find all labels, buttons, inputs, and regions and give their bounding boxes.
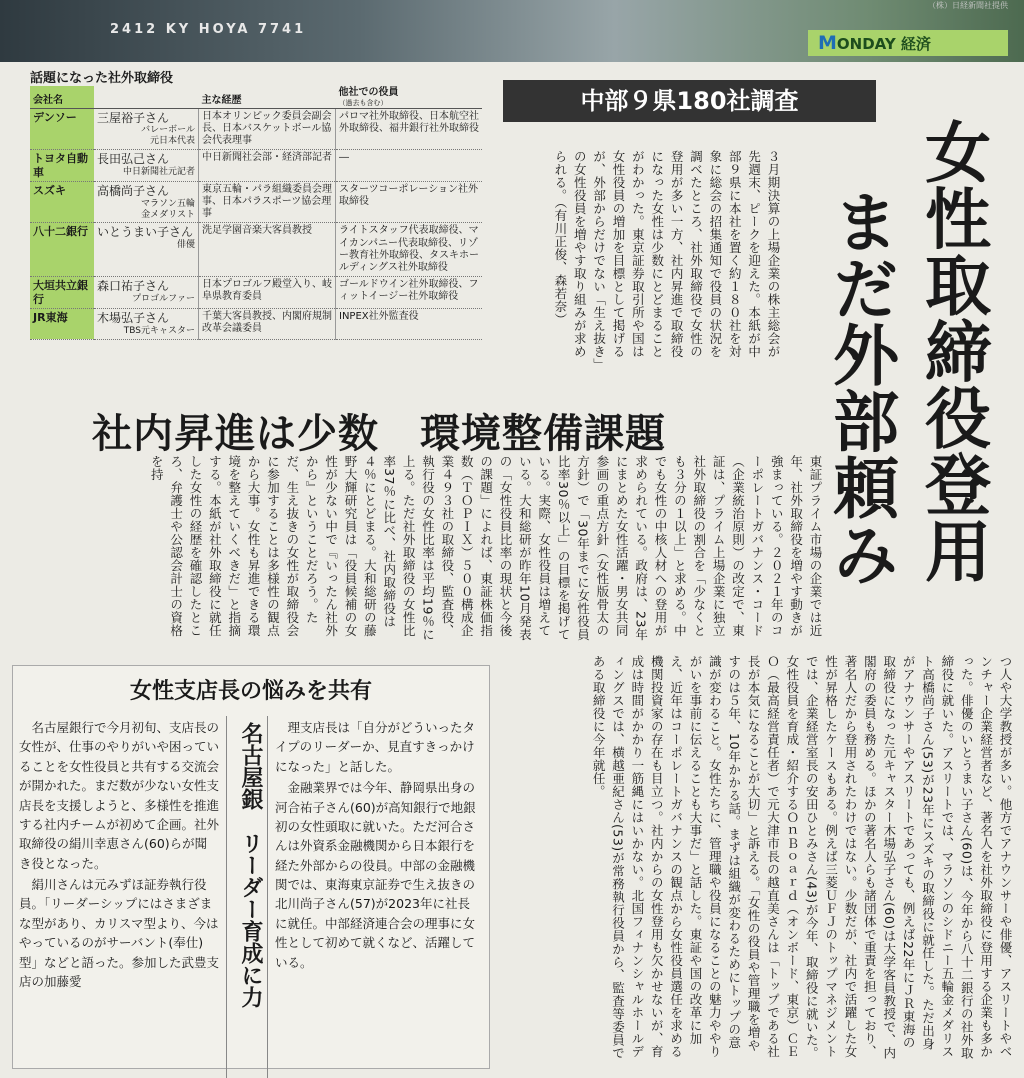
table-row (30, 108, 482, 150)
table-row (30, 309, 482, 340)
branch-paragraph: 名古屋銀行で今月初旬、支店長の女性が、仕事のやりがいや困っていることを女性役員と共有する交流会が開かれた。まだ数が少ない女性支店長を支援しようと、多様性を推進する社内チームが初めて企画。社外取締役の絹川幸恵さん(60)らが聞き役となった。 (19, 720, 220, 871)
branch-vertical-title: 名古屋銀 リーダー育成に力 (226, 716, 268, 1078)
career-cell: 千葉大客員教授、内閣府規制改革会議委員 (199, 309, 336, 340)
branch-body-right (275, 718, 481, 974)
career-cell: 日本オリンピック委員会副会長、日本バスケットボール協会代表理事 (199, 108, 336, 150)
header-company: 会社名 (30, 86, 94, 108)
branch-sidebar-article (12, 665, 490, 1069)
company-cell: 八十二銀行 (30, 223, 94, 277)
person-name: 長田弘己さん (97, 152, 170, 167)
company-cell: 大垣共立銀行 (30, 277, 94, 309)
table-row (30, 181, 482, 223)
person-cell (94, 223, 199, 277)
person-cell (94, 277, 199, 309)
company-cell: JR東海 (30, 309, 94, 340)
branch-paragraph: 絹川さんは元みずほ証券執行役員。「リーダーシップにはさまざまな型があり、カリスマ型より、今はやっているのがサーバント(奉仕)型」などと語った。参加した武豊支店の加藤愛 (19, 877, 220, 989)
person-cell (94, 181, 199, 223)
article-body-main: 東証プライム市場の企業では近年、社外取締役を増やす動きが強まっている。２０２１年のコーポレートガバナンス・コード（企業統治原則）の改定で、東証は、プライム上場企業に独立社外取締役の割合を「少なくとも３分の１以上」と求める。中でも女性の中核人材への登用が求められている。政府は、23年にまとめた女性活躍・男女共同参画の重点方針（女性版骨太の方針）で「30年までに女性役員比率30％以上」の目標を掲げている。実際、女性役員は増えている。大和総研が昨年10月発表の「女性役員比率の現状と今後の課題」によれば、東証株価指数（ＴＯＰＩＸ）５００構成企業４９３社の取締役、監査役、執行役の女性比率は平均19％に上る。ただ社外取締役の女性比率37％に比べ、社内取締役は４％にとどまる。大和総研の藤野大輝研究員は「役員候補の女性が少ない中で『いったん社外から』ということだろう。ただ、生え抜きの女性が取締役会に参加することは多様性の観点から大事。女性も昇進できる環境を整えていくべきだ」と指摘する。本紙が社外取締役に就任した女性の経歴を確認したところ、弁護士や公認会計士の資格を持 (149, 455, 823, 641)
section-tag: MONDAY 経済 (808, 30, 1008, 56)
lead-paragraph: ３月期決算の上場企業の株主総会が先週末、ピークを迎えた。本紙が中部９県に本社を置く約１８０社を対象に総会の招集通知で役員の状況を調べたところ、社外取締役で女性の登用が多い一方、社内昇進で取締役になった女性は少数にとどまることがわかった。東京証券取引所や国は女性役員の増加を目標として掲げるが、外部からだけでない「生え抜き」の女性役員を増やす取り組みが求められる。（有川正俊、森若奈） (552, 150, 781, 365)
career-cell: 中日新聞社会部・経済部記者 (199, 150, 336, 182)
company-cell: デンソー (30, 108, 94, 150)
person-name: 森口祐子さん (97, 279, 170, 294)
person-desc: 中日新聞社元記者 (122, 166, 195, 177)
table-row (30, 277, 482, 309)
roles-cell: INPEX社外監査役 (336, 309, 483, 340)
banner-ticker: 2412 KY HOYA 7741 (110, 22, 307, 37)
person-cell (94, 150, 199, 182)
person-desc: プロゴルファー (132, 293, 195, 304)
person-name: 木場弘子さん (97, 311, 170, 326)
roles-cell: パロマ社外取締役、日本航空社外取締役、福井銀行社外取締役 (336, 108, 483, 150)
roles-cell: ― (336, 150, 483, 182)
roles-cell: ゴールドウイン社外取締役、フィットイージー社外取締役 (336, 277, 483, 309)
article-body-right: つ人や大学教授が多い。他方でアナウンサーや俳優、アスリートやベンチャー企業経営者など、著名人を社外取締役に登用する企業も多かった。俳優のいとうまい子さん(60)は、今年から八十二銀行の社外取締役に就いた。アスリートでは、マラソンのシドニー五輪金メダリスト高橋尚子さん(53)が23年にスズキの取締役に就任した。ただ出身がアナウンサーやアスリートであっても、例えば22年にＪＲ東海の取締役になった元キャスター木場弘子さん(60)は大学客員教授で、内閣府の委員も務める。ほかの著名人らも諸団体で重責を担っており、著名人だから登用されたわけではない。少数だが、社内で活躍した女性が昇格したケースもある。例えば三菱ＵＦＪのトップマネジメントでは、企業経営室長の安田ひとみさん(43)が今年、取締役に就いた。女性役員を育成・紹介するＯｎＢｏａｒｄ（オンボード、東京）ＣＥＯ（最高経営責任者）で元大津市長の越直美さんは「トップである社長が本気になることが大切」と訴える。「女性の役員や管理職を増やすのは５年、10年かかる話。まずは組織が変わるためにトップの意識が変わること。女性たちに、管理職や役員になることの魅力ややりがいを事前に伝えることも大事だ」と話した。東証や国の改革に加え、近年はコーポレートガバナンスの観点から女性役員選任を求める機関投資家の存在も目立つ。社内からの女性登用も欠かせないが、育成は時間がかかり一筋縄にはいかない。北国フィナンシャルホールディングスでは、横越亜紀さん(53)が常務執行役員から、監査等委員である取締役に今年就任。 (591, 655, 1013, 1060)
header-roles: 他社での役員 （過去も含む） (336, 86, 483, 108)
sub-headline: 社内昇進は少数 環境整備課題 (92, 411, 666, 457)
table-title: 話題になった社外取締役 (30, 71, 174, 86)
person-desc: 俳優 (176, 240, 195, 251)
banner-note: （株）日経新聞社提供 (928, 1, 1008, 10)
career-cell: 洗足学園音楽大客員教授 (199, 223, 336, 277)
branch-body-left (19, 718, 219, 993)
person-name: 高橋尚子さん (97, 183, 170, 198)
career-cell: 東京五輪・パラ組織委員会理事、日本パラスポーツ協会理事 (199, 181, 336, 223)
table-header-row (30, 86, 482, 108)
branch-paragraph: 理支店長は「自分がどういったタイプのリーダーか、見直すきっかけになった」と話した。 (275, 720, 476, 774)
branch-paragraph: 金融業界では今年、静岡県出身の河合祐子さん(60)が高知銀行で地銀初の女性頭取に就いた。ただ河合さんは外資系金融機関から日本銀行を経た外部からの役員。中部の金融機関では、東海東京証券で生え抜きの北川尚子さん(57)が2023年に社長に就任。中部経済連合会の理事に女性として初めて就くなど、活躍している。 (275, 780, 476, 970)
header-person (94, 86, 199, 108)
person-cell (94, 309, 199, 340)
person-name: 三屋裕子さん (97, 110, 170, 125)
company-cell: トヨタ自動車 (30, 150, 94, 182)
table-row (30, 223, 482, 277)
person-desc: バレーボール 元日本代表 (141, 125, 195, 147)
person-name: いとうまい子さん (97, 225, 194, 240)
headline-line-1: 女性取締役登用 (913, 118, 991, 584)
headline-line-2: まだ外部頼み (821, 188, 899, 587)
executives-table (30, 86, 482, 340)
roles-cell: ライトスタッフ代表取締役、マイカンパニー代表取締役、リゾー教育社外取締役、タスキホールディングス社外取締役 (336, 223, 483, 277)
company-cell: スズキ (30, 181, 94, 223)
header-career: 主な経歴 (199, 86, 336, 108)
person-desc: マラソン五輪 金メダリスト (140, 198, 195, 220)
person-cell (94, 108, 199, 150)
person-desc: TBS元キャスター (123, 325, 195, 336)
roles-cell: スターツコーポレーション社外取締役 (336, 181, 483, 223)
branch-title: 女性支店長の悩みを共有 (129, 679, 372, 704)
table-row (30, 150, 482, 182)
career-cell: 日本プロゴルフ殿堂入り、岐阜県教育委員 (199, 277, 336, 309)
survey-label: 中部９県180社調査 (503, 80, 876, 122)
